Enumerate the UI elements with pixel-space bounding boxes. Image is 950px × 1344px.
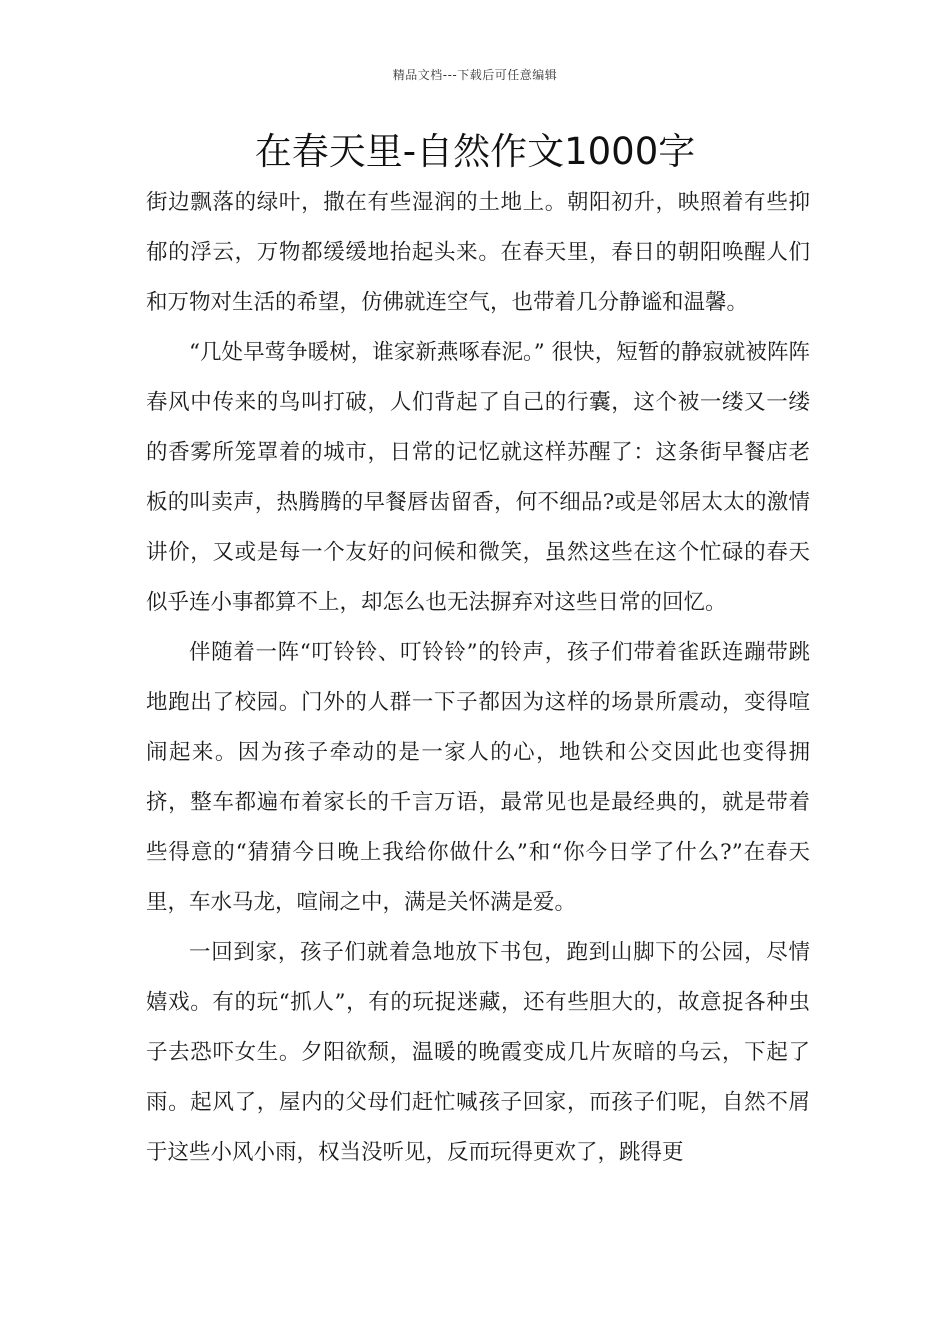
document-title: 在春天里-自然作文1000字 <box>254 130 696 173</box>
paragraph-2: “几处早莺争暖树，谁家新燕啄春泥。” 很快，短暂的静寂就被阵阵春风中传来的鸟叫打破，人们背起了自己的行囊，这个被一缕又一缕的香雾所笼罩着的城市，日常的记忆就这样苏醒了：这条街早餐店老板的叫卖声，热腾腾的早餐唇齿留香，何不细品?或是邻居太太的激情讲价，又或是每一个友好的问候和微笑，虽然这些在这个忙碌的春天似乎连小事都算不上，却怎么也无法摒弃对这些日常的回忆。 <box>146 340 810 615</box>
paragraph-1: 街边飘落的绿叶，撒在有些湿润的土地上。朝阳初升，映照着有些抑郁的浮云，万物都缓缓地抬起头来。在春天里，春日的朝阳唤醒人们和万物对生活的希望，仿佛就连空气，也带着几分静谧和温馨。 <box>146 190 810 315</box>
paragraph-4: 一回到家，孩子们就着急地放下书包，跑到山脚下的公园，尽情嬉戏。有的玩“抓人”，有的玩捉迷藏，还有些胆大的，故意捉各种虫子去恐吓女生。夕阳欲颓，温暖的晚霞变成几片灰暗的乌云，下起了雨。起风了，屋内的父母们赶忙喊孩子回家，而孩子们呢，自然不屑于这些小风小雨，权当没听见，反而玩得更欢了，跳得更 <box>146 940 810 1165</box>
paragraph-3: 伴随着一阵“叮铃铃、叮铃铃”的铃声，孩子们带着雀跃连蹦带跳地跑出了校园。门外的人群一下子都因为这样的场景所震动，变得喧闹起来。因为孩子牵动的是一家人的心，地铁和公交因此也变得拥挤，整车都遍布着家长的千言万语，最常见也是最经典的，就是带着些得意的“猜猜今日晚上我给你做什么”和“你今日学了什么?”在春天里，车水马龙，喧闹之中，满是关怀满是爱。 <box>146 640 810 915</box>
header-note: 精品文档---下载后可任意编辑 <box>392 68 558 82</box>
document-body <box>146 178 810 1178</box>
